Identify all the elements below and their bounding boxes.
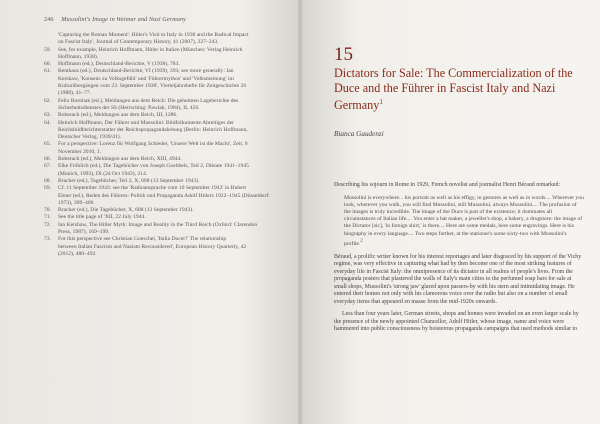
endnote-number: 73.	[44, 236, 51, 243]
endnote-text: (1988), 41–77.	[58, 90, 92, 97]
endnote	[44, 229, 284, 236]
chapter-title-note: 1	[379, 98, 383, 107]
block-quote	[344, 195, 584, 248]
endnotes-list	[44, 32, 284, 258]
endnote-text: November 2010, 1.	[58, 148, 102, 155]
endnote-text: See, for example, Heinrich Hoffmann, Hitler in Italien (München: Verlag Heinrich	[58, 46, 243, 53]
endnote-number: 66.	[44, 156, 51, 163]
endnote-text: Kershaw, 'Konsens zu Volksgefühl' und 'Führermythos' und 'Volksmeinung' im	[58, 75, 234, 82]
endnote-number: 61.	[44, 68, 51, 75]
endnote-number: 63.	[44, 112, 51, 119]
endnote-text: between Italian Fascism and Nazism Reconsidered', European History Quarterly, 42	[58, 243, 247, 250]
chapter-number: 15	[334, 44, 353, 65]
endnote-text: (2012), 480–492.	[58, 250, 97, 257]
endnote-text: 1973), 399–406.	[58, 199, 95, 206]
endnote-text: (Munich, 1993), IX (24 Oct 1943), 214.	[58, 170, 148, 177]
endnote-text: Hoffmann, 1938).	[58, 53, 99, 60]
endnote	[44, 76, 284, 83]
chapter-author: Bianca Gaudenzi	[334, 130, 384, 138]
endnote	[44, 193, 284, 200]
endnote	[44, 251, 284, 258]
endnote	[44, 47, 284, 54]
endnote-text: See the title page of 'XII, 22 July 1944.	[58, 214, 146, 221]
endnote-text: Ebner (ed.), Reden des Führers: Politik und Propaganda Adolf Hitlers 1922–1945 (Düsseldorf:	[58, 192, 270, 199]
chapter-title	[334, 66, 584, 113]
endnote-number: 64.	[44, 119, 51, 126]
running-title: Mussolini's Image in Weimar and Nazi Germany	[61, 16, 187, 23]
endnote	[44, 98, 284, 105]
endnote	[44, 39, 284, 46]
endnote-text: For a perspective: Lorenz für Wolfgang Schieder, 'Unsere Welt ist die Macht', Zeit, 6	[58, 141, 248, 148]
endnote-number: 59.	[44, 46, 51, 53]
endnote	[44, 68, 284, 75]
intro-paragraph: Describing his sojourn in Rome in 1929, French novelist and journalist Henri Béraud remarked:	[334, 182, 561, 188]
endnote-number: 69.	[44, 185, 51, 192]
block-quote-note: 2	[360, 238, 363, 244]
endnote-text: Deutscher Verlag, 1939/41).	[58, 134, 121, 141]
endnote	[44, 120, 284, 127]
endnote-text: Hoffmann (ed.), Deutschland-Berichte, V (1938), 783.	[58, 61, 180, 68]
endnote	[44, 90, 284, 97]
endnote	[44, 171, 284, 178]
left-page	[0, 0, 296, 424]
chapter-body	[334, 182, 584, 339]
endnote-text: on Fascist Italy', Journal of Contemporary History, 41 (2007), 227–243.	[58, 39, 219, 46]
endnote-text: Boberach (ed.), Meldungen aus dem Reich, III, 1286.	[58, 112, 178, 119]
endnote-text: Bracher (ed.), Tagebücher, Teil 2, X, 608 (13 September 1943).	[58, 177, 200, 184]
endnote	[44, 236, 284, 243]
endnote-text: Bracher (ed.), Die Tagebücher, X, 608 (13 September 1943).	[58, 207, 194, 214]
body-paragraph-2: Less than four years later, German streets, shops and homes were invaded on an even larger scale by the presence of the newly appointed Chancellor, Adolf Hitler, whose image, name and voice were hammered into public consciousness by boisterous propaganda campaigns that used methods similar to	[334, 311, 579, 333]
endnote-number: 72.	[44, 221, 51, 228]
endnote-text: Press, 1987), 169–199.	[58, 229, 110, 236]
endnote-text: Reichsbildberichterstatter der Reichspropagandaleitung (Berlin: Heinrich Hoffmann,	[58, 126, 248, 133]
endnote	[44, 141, 284, 148]
block-quote-text: Mussolini is everywhere... his portrait as well as his effigy, in gestures as well as in words.... Wherever you look, wherever you walk, you will find Mussolini, still Mussolini, always Mussolini.... The profusion of the images is truly incredible. The image of the Duce is part of the existence; it dominates all circumstances of Italian life.... You enter a hat maker, a jeweller's shop, a bakery, a drugstore: the image of the Dictator [sic], 'in foreign shirt,' is there.... Here are some medals, here some engravings. Here is his biography in every language.... Two steps further, at the stationer's some sixty-two with Mussolini's profile.	[344, 194, 584, 247]
endnote-text: Felix Bornhak (ed.), Meldungen aus dem Reich: Die geheimen Lageberichte des	[58, 97, 239, 104]
chapter-title-text: Dictators for Sale: The Commercialization of the Duce and the Führer in Fascist Italy and Nazi Germany	[334, 66, 573, 113]
endnote-text: For this perspective see Christian Goeschel, 'Italia Docet?' The relationship	[58, 236, 227, 243]
running-head	[44, 16, 284, 23]
right-page	[304, 0, 600, 424]
endnote-text: 'Capturing the Roman Moment': Hitler's Visit to Italy in 1938 and the Radical Impact	[58, 32, 249, 38]
endnote	[44, 185, 284, 192]
endnote	[44, 163, 284, 170]
endnote-text: Boberach (ed.), Meldungen aus dem Reich, XIII, 4944.	[58, 156, 182, 163]
endnote-text: Sicherheitsdienstes der SS (Herrsching: Pawlak, 1984), II, 456.	[58, 104, 200, 111]
endnote	[44, 112, 284, 119]
page-number: 246	[44, 16, 54, 23]
endnote	[44, 214, 284, 221]
endnote-text: Kulturübergängen vom 23. September 1938', Vierteljahrshefte für Zeitgeschichte 26	[58, 83, 247, 90]
endnote-text: Ian Kershaw, The Hitler Myth: Image and Reality in the Third Reich (Oxford: Clarendon	[58, 221, 258, 228]
endnote	[44, 149, 284, 156]
endnote-number: 70.	[44, 207, 51, 214]
endnote	[44, 222, 284, 229]
endnote-text: Cf. 11 September 1943: see the 'Radioansprache vom 10 September 1943' in Hubert	[58, 185, 247, 192]
endnote-text: Heinrich Hoffmann, Der Führer und Mussolini: Bildfolkumente Abreitiges der	[58, 119, 234, 126]
endnote-number: 62.	[44, 97, 51, 104]
endnote-number: 65.	[44, 141, 51, 148]
endnote-number: 68.	[44, 177, 51, 184]
body-paragraph-1: Béraud, a prolific writer known for his interest reportages and later disgraced by his support of the Vichy regime, was very effective in capturing what had by then become one of the most striking features of everyday life in Fascist Italy: the omnipresence of its dictator in all realms of people's lives. From the propaganda posters that plastered the walls of Italy's main cities to the perfumed soap bars for sale at small shops, Mussolini's 'strong jaw' glared upon passers-by with his stern and intimidating image. He entered their homes not only with his clamorous voice over the radio but also on a number of small everyday items that appeared en masse from the mid-1920s onwards.	[334, 253, 582, 305]
endnote-number: 71.	[44, 214, 51, 221]
endnote-number: 60.	[44, 61, 51, 68]
endnote	[44, 244, 284, 251]
endnote-text: Benthaus (ed.), Deutschland-Berichte, VI (1939), 393; see more generally: Ian	[58, 68, 234, 75]
endnote-text: Elke Fröhlich (ed.), Die Tagebücher von Joseph Goebbels, Teil 2, Diktate 1941–1945	[58, 163, 249, 170]
endnote-number: 67.	[44, 163, 51, 170]
